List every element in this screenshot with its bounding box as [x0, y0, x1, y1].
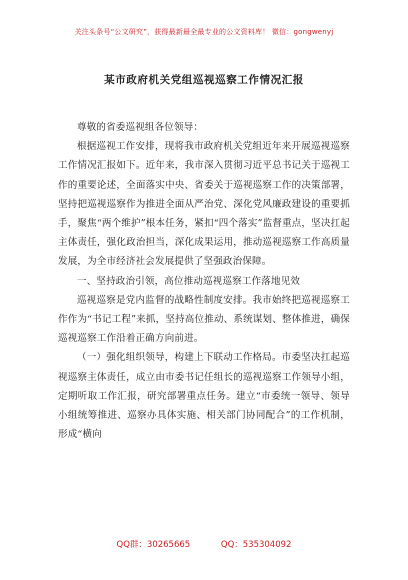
- promo-banner: 关注头条号“公文研究”，获得最新最全最专业的公文资料库！ 微信：gongwenyj: [74, 28, 334, 36]
- qq-group-text: QQ群：30265665: [116, 540, 191, 550]
- qq-contact-text: QQ：535304092: [220, 540, 292, 550]
- contact-footer: [0, 538, 408, 550]
- document-title: 某市政府机关党组巡视巡察工作情况汇报: [104, 74, 304, 86]
- salutation: 尊敬的省委巡视组各位领导：: [77, 122, 204, 133]
- paragraph-section-1: 巡视巡察是党内监督的战略性制度安排。我市始终把巡视巡察工作作为“书记工程”来抓，坚持高位推动、系统谋划、整体推进，确保巡视巡察工作沿着正确方向前进。: [58, 294, 350, 345]
- document-body: [58, 118, 350, 444]
- paragraph-intro: 根据巡视工作安排，现将我市政府机关党组近年来开展巡视巡察工作情况汇报如下。近年来，我市深入贯彻习近平总书记关于巡视工作的重要论述，全面落实中央、省委关于巡视巡察工作的决策部署，坚持把巡视巡察作为推进全面从严治党、深化党风廉政建设的重要抓手，聚焦“两个维护”根本任务，紧扣“四个落实”监督重点，坚决扛起主体责任，强化政治担当，深化成果运用，推动巡视巡察工作高质量发展，为全市经济社会发展提供了坚强政治保障。: [58, 141, 350, 268]
- section-heading-1: 一、坚持政治引领，高位推动巡视巡察工作落地见效: [77, 275, 301, 287]
- paragraph-subsection-1: （一）强化组织领导，构建上下联动工作格局。市委坚决扛起巡视巡察主体责任，成立由市委书记任组长的巡视巡察工作领导小组，定期听取工作汇报，研究部署重点任务。建立“市委统一领导、领导小组统筹推进、巡察办具体实施、相关部门协同配合”的工作机制，形成“横向: [58, 352, 350, 441]
